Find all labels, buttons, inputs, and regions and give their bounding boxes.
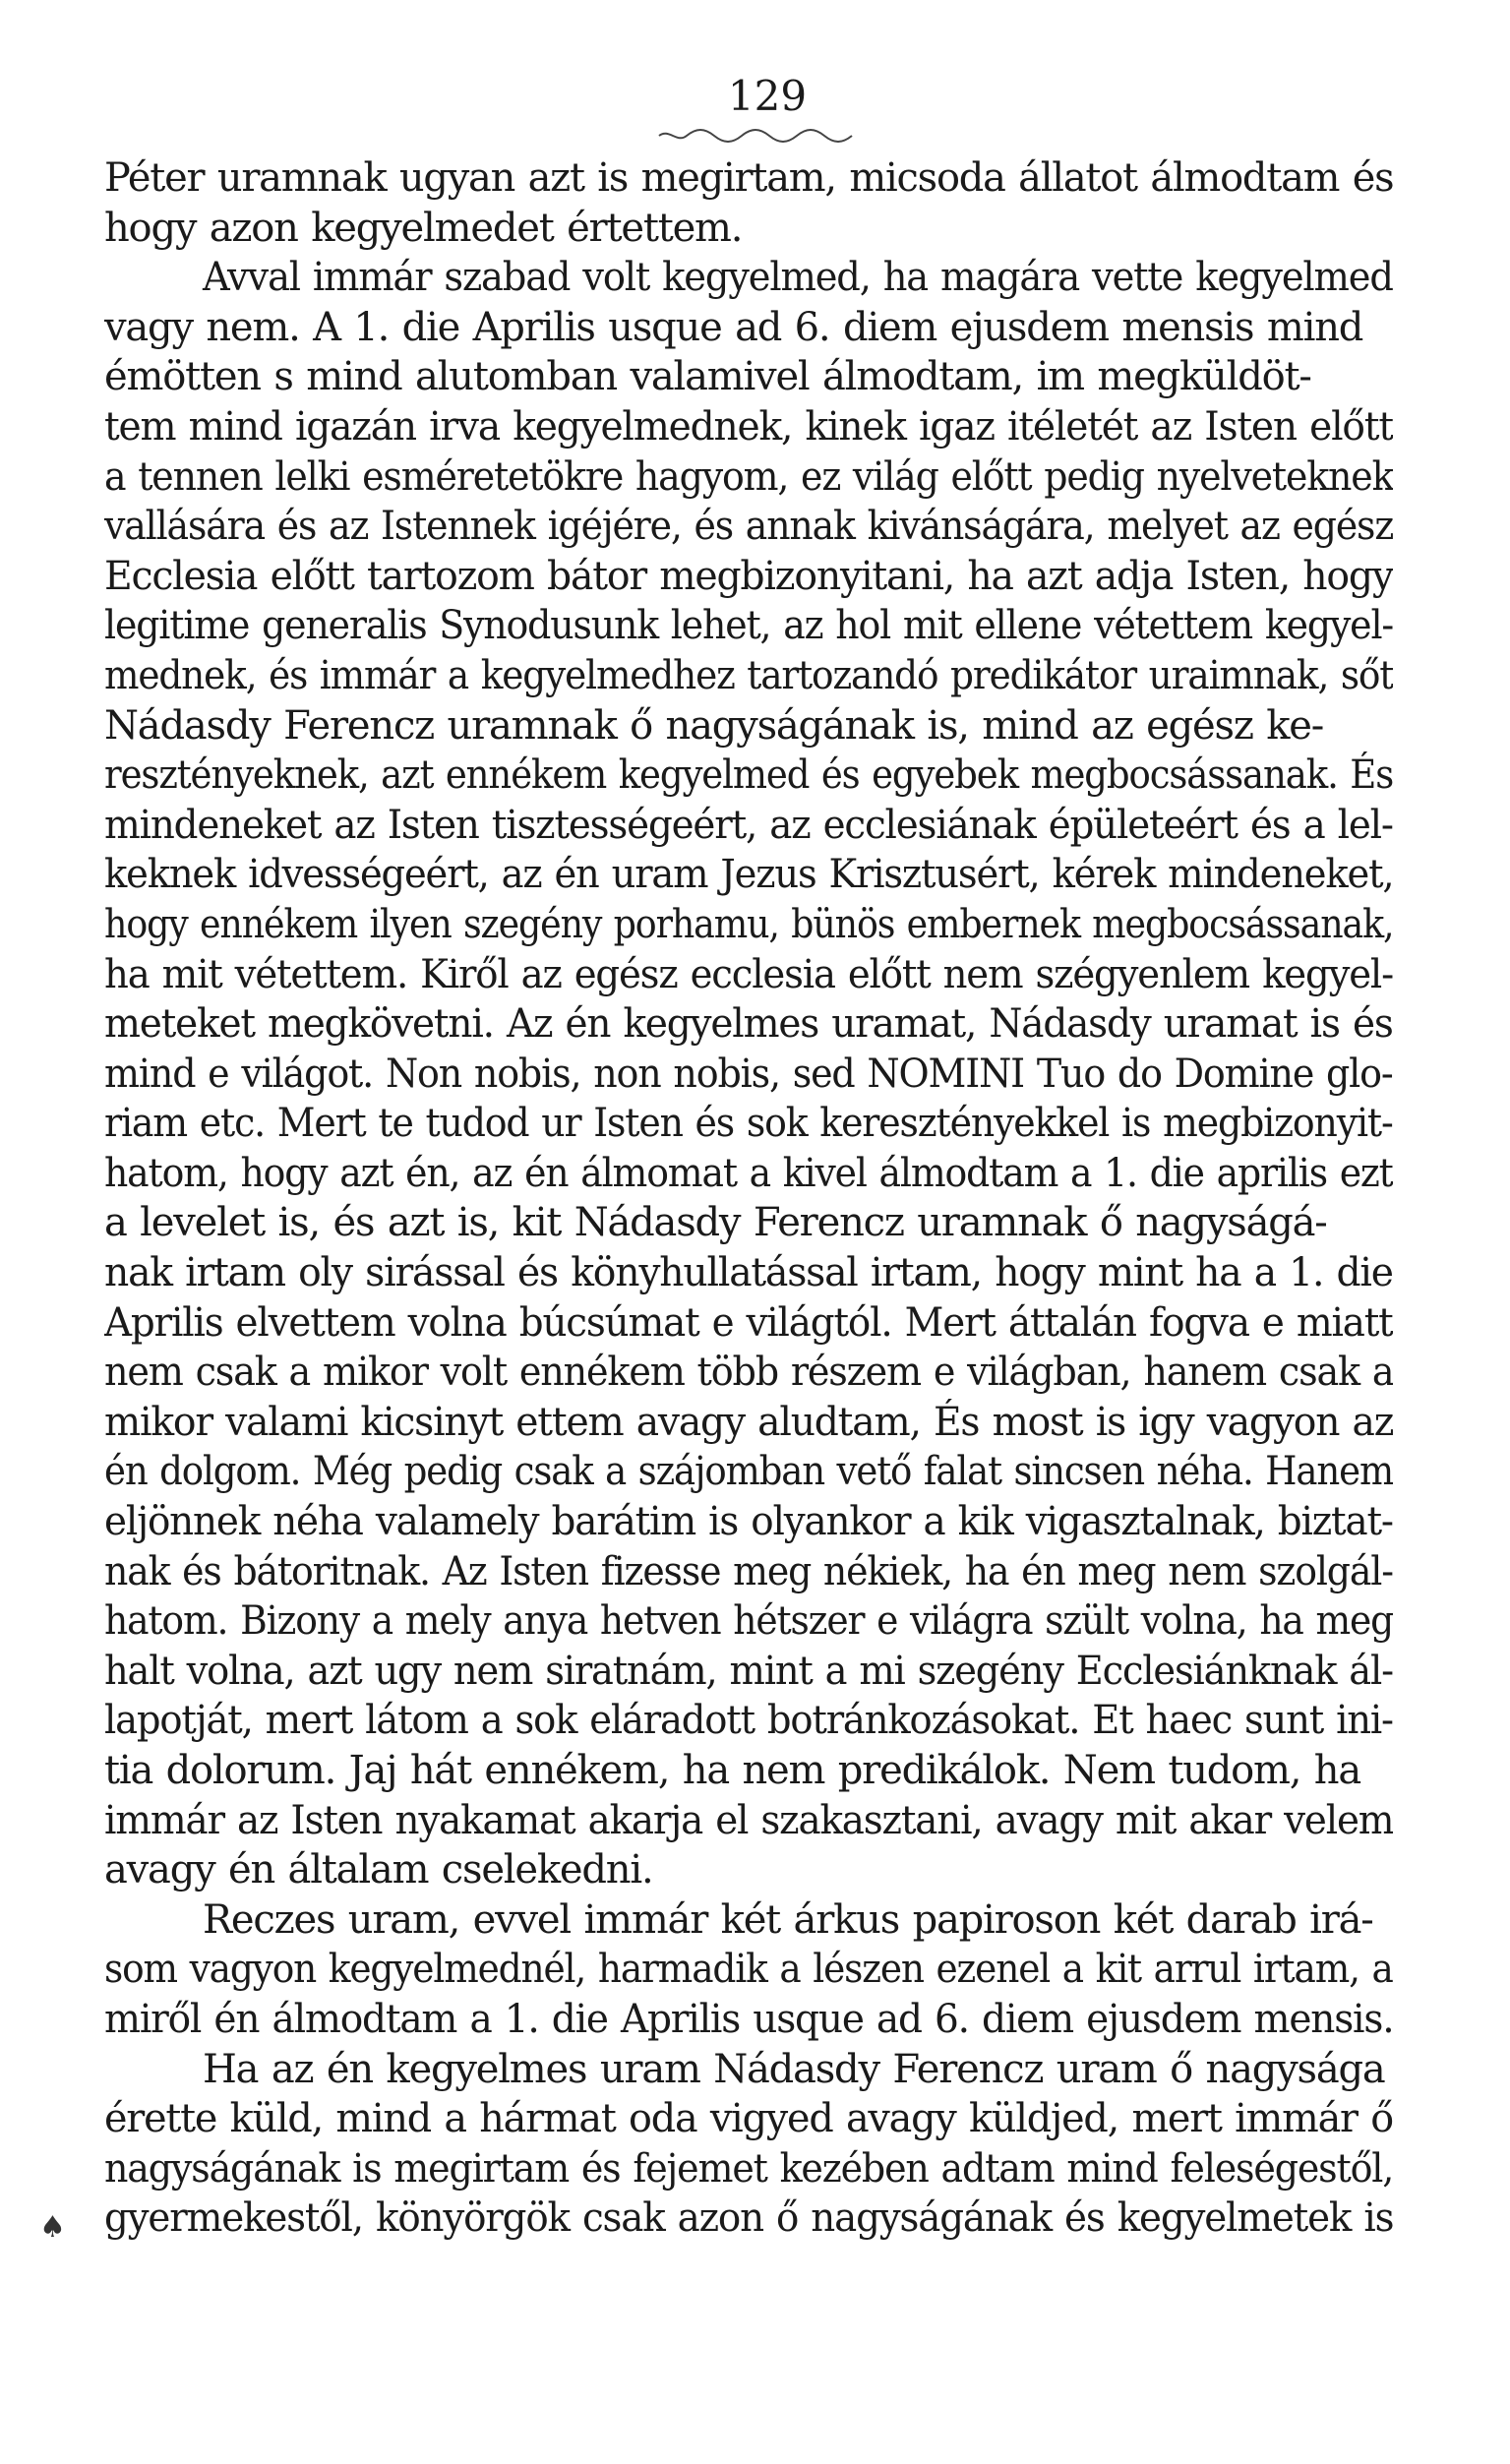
- text-line: halt volna, azt ugy nem siratnám, mint a mi szegény Ecclesiánknak ál-: [104, 1648, 1393, 1694]
- margin-mark: ♠: [39, 2210, 66, 2245]
- text-line: mikor valami kicsinyt ettem avagy aludtam, És most is igy vagyon az: [104, 1399, 1393, 1445]
- text-line: vagy nem. A 1. die Aprilis usque ad 6. diem ejusdem mensis mind: [104, 304, 1363, 350]
- text-line: ha mit vétettem. Kiről az egész ecclesia előtt nem szégyenlem kegyel-: [104, 951, 1393, 997]
- text-line: avagy én általam cselekedni.: [104, 1847, 653, 1893]
- text-line: nak és bátoritnak. Az Isten fizesse meg nékiek, ha én meg nem szolgál-: [104, 1548, 1393, 1594]
- text-line: hogy ennékem ilyen szegény porhamu, bünös embernek megbocsássanak,: [104, 901, 1393, 947]
- text-line: tem mind igazán irva kegyelmednek, kinek igaz itéletét az Isten előtt: [104, 403, 1393, 450]
- page-number: 129: [727, 72, 808, 120]
- text-line: mednek, és immár a kegyelmedhez tartozandó predikátor uraimnak, sőt: [104, 652, 1393, 698]
- text-line: hatom, hogy azt én, az én álmomat a kivel álmodtam a 1. die aprilis ezt: [104, 1150, 1393, 1196]
- text-line: nagyságának is megirtam és fejemet kezében adtam mind feleségestől,: [104, 2145, 1393, 2192]
- body-text: [104, 153, 1393, 2244]
- text-line: tia dolorum. Jaj hát ennékem, ha nem predikálok. Nem tudom, ha: [104, 1748, 1361, 1793]
- text-line: nem csak a mikor volt ennékem több részem e világban, hanem csak a: [104, 1350, 1393, 1396]
- text-line: miről én álmodtam a 1. die Aprilis usque ad 6. diem ejusdem mensis.: [104, 1996, 1393, 2042]
- text-line: legitime generalis Synodusunk lehet, az hol mit ellene vétettem kegyel-: [104, 603, 1393, 649]
- text-line: Avval immár szabad volt kegyelmed, ha magára vette kegyelmed: [203, 255, 1393, 301]
- text-line: érette küld, mind a hármat oda vigyed avagy küldjed, mert immár ő: [104, 2096, 1393, 2142]
- text-line: Aprilis elvettem volna búcsúmat e világtól. Mert áttalán fogva e miatt: [104, 1299, 1393, 1346]
- text-line: eljönnek néha valamely barátim is olyankor a kik vigasztalnak, biztat-: [104, 1499, 1393, 1545]
- text-line: mind e világot. Non nobis, non nobis, sed NOMINI Tuo do Domine glo-: [104, 1051, 1393, 1097]
- text-line: hatom. Bizony a mely anya hetven hétszer e világra szült volna, ha meg: [104, 1598, 1393, 1645]
- text-line: gyermekestől, könyörgök csak azon ő nagyságának és kegyelmetek is: [104, 2195, 1393, 2242]
- text-line: vallására és az Istennek igéjére, és annak kivánságára, melyet az egész: [104, 504, 1393, 550]
- text-line: lapotját, mert látom a sok eláradott botránkozásokat. Et haec sunt ini-: [104, 1698, 1393, 1744]
- text-line: resztényeknek, azt ennékem kegyelmed és egyebek megbocsássanak. És: [104, 752, 1393, 799]
- page-number-underline-ornament: [657, 124, 864, 148]
- text-line: Reczes uram, evvel immár két árkus papiroson két darab irá-: [203, 1896, 1373, 1943]
- text-line: keknek idvességeért, az én uram Jezus Krisztusért, kérek mindeneket,: [104, 852, 1393, 898]
- text-line: som vagyon kegyelmednél, harmadik a lészen ezenel a kit arrul irtam, a: [104, 1947, 1393, 1993]
- text-line: Ecclesia előtt tartozom bátor megbizonyitani, ha azt adja Isten, hogy: [104, 553, 1393, 599]
- text-line: meteket megkövetni. Az én kegyelmes uramat, Nádasdy uramat is és: [104, 1001, 1393, 1048]
- text-line: Ha az én kegyelmes uram Nádasdy Ferencz uram ő nagysága: [203, 2046, 1385, 2092]
- text-line: immár az Isten nyakamat akarja el szakasztani, avagy mit akar velem: [104, 1797, 1393, 1843]
- text-line: émötten s mind alutomban valamivel álmodtam, im megküldöt-: [104, 354, 1311, 400]
- text-line: nak irtam oly sirással és könyhullatással irtam, hogy mint ha a 1. die: [104, 1250, 1393, 1296]
- text-line: Nádasdy Ferencz uramnak ő nagyságának is, mind az egész ke-: [104, 702, 1324, 749]
- text-line: a tennen lelki esméretetökre hagyom, ez világ előtt pedig nyelveteknek: [104, 453, 1393, 500]
- text-line: a levelet is, és azt is, kit Nádasdy Ferencz uramnak ő nagyságá-: [104, 1200, 1327, 1246]
- text-line: mindeneket az Isten tisztességeért, az ecclesiának épületeért és a lel-: [104, 802, 1393, 848]
- text-line: én dolgom. Még pedig csak a szájomban vető falat sincsen néha. Hanem: [104, 1449, 1393, 1495]
- text-line: hogy azon kegyelmedet értettem.: [104, 205, 743, 251]
- text-line: Péter uramnak ugyan azt is megirtam, micsoda állatot álmodtam és: [104, 155, 1393, 201]
- text-line: riam etc. Mert te tudod ur Isten és sok keresztényekkel is megbizonyit-: [104, 1101, 1393, 1147]
